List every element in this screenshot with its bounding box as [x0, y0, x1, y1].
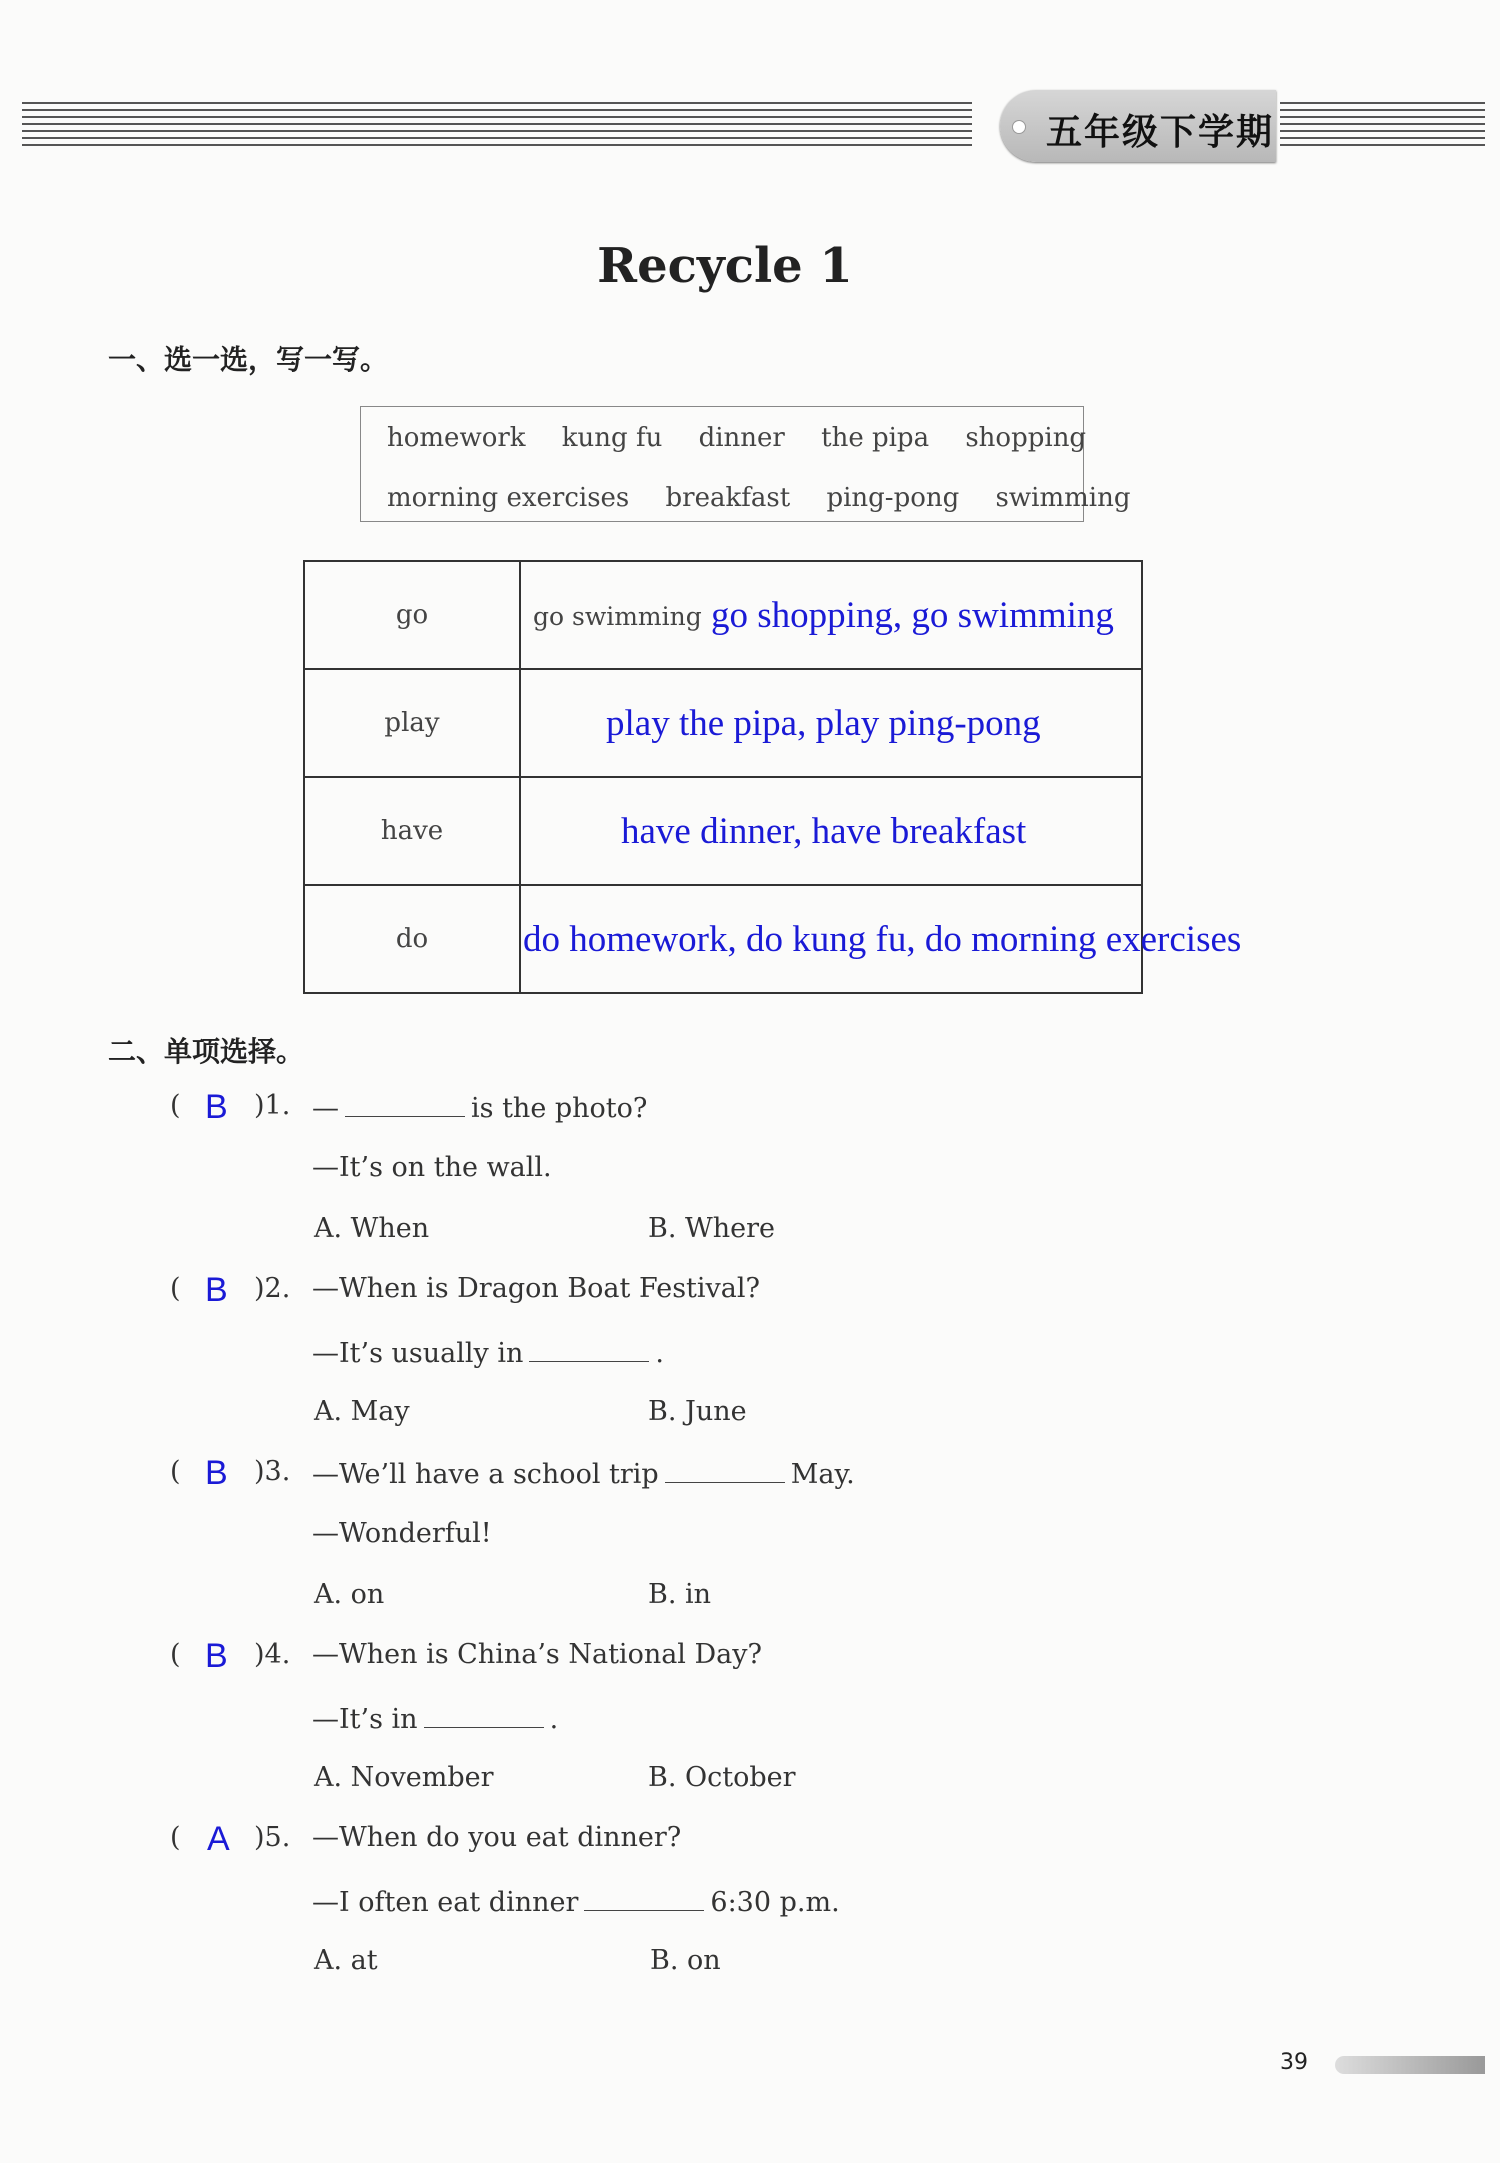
question-number: )4.	[254, 1639, 291, 1670]
word-bank-row-2	[387, 483, 1130, 513]
handwritten-answer: play the pipa, play ping-pong	[606, 703, 1041, 744]
word: the pipa	[821, 423, 930, 453]
option-b: B. in	[648, 1579, 712, 1610]
question-text: —When do you eat dinner?	[312, 1822, 682, 1853]
answer-cell	[520, 885, 1242, 993]
paren-open: (	[170, 1639, 181, 1670]
question-reply: —It’s on the wall.	[312, 1152, 552, 1183]
choice-answer: B	[205, 1454, 228, 1492]
section1-heading: 一、选一选，写一写。	[108, 343, 389, 376]
answer-blank	[529, 1335, 649, 1362]
option-b: B. on	[650, 1945, 721, 1976]
answer-blank	[584, 1884, 704, 1911]
option-a: A. May	[314, 1396, 410, 1427]
verb-cell: play	[304, 669, 520, 777]
section2-heading: 二、单项选择。	[108, 1035, 305, 1068]
verb-cell: do	[304, 885, 520, 993]
option-a: A. When	[314, 1213, 430, 1244]
question-reply: —Wonderful!	[312, 1518, 492, 1549]
question-text: —When is Dragon Boat Festival?	[312, 1273, 760, 1304]
word: shopping	[965, 423, 1087, 453]
handwritten-answer: do homework, do kung fu, do morning exercises	[523, 919, 1242, 960]
word: morning exercises	[387, 483, 630, 513]
table-row	[304, 561, 1142, 669]
page-number-bar	[1335, 2056, 1485, 2074]
word: ping-pong	[826, 483, 960, 513]
answer-cell	[520, 777, 1142, 885]
paren-open: (	[170, 1090, 181, 1121]
choice-answer: B	[205, 1088, 228, 1126]
question-number: )3.	[254, 1456, 291, 1487]
verb-cell: have	[304, 777, 520, 885]
answer-cell	[520, 561, 1142, 669]
table-row	[304, 669, 1142, 777]
page-number: 39	[1280, 2050, 1308, 2075]
paren-open: (	[170, 1456, 181, 1487]
page-title: Recycle 1	[597, 238, 853, 294]
answer-blank	[665, 1456, 785, 1483]
option-b: B. Where	[648, 1213, 776, 1244]
choice-answer: B	[205, 1271, 228, 1309]
option-b: B. October	[648, 1762, 796, 1793]
answer-blank	[345, 1090, 465, 1117]
handwritten-answer: go shopping, go swimming	[711, 595, 1114, 636]
handwritten-answer: have dinner, have breakfast	[621, 811, 1027, 852]
word: swimming	[995, 483, 1131, 513]
header-stripes-left	[22, 102, 972, 148]
question-text: — is the photo?	[312, 1090, 647, 1124]
answer-blank	[424, 1701, 544, 1728]
example-text: go swimming	[533, 602, 702, 631]
word: dinner	[698, 423, 785, 453]
question-text: —We’ll have a school trip May.	[312, 1456, 855, 1490]
word-bank-row-1	[387, 423, 1114, 453]
grade-badge-text: 五年级下学期	[1046, 112, 1275, 153]
word-bank	[360, 406, 1131, 522]
answer-cell	[520, 669, 1142, 777]
question-reply: —It’s in .	[312, 1701, 558, 1735]
option-a: A. on	[314, 1579, 385, 1610]
word: kung fu	[561, 423, 663, 453]
grade-badge	[1000, 90, 1276, 162]
paren-open: (	[170, 1822, 181, 1853]
table-row	[304, 777, 1142, 885]
question-text: —When is China’s National Day?	[312, 1639, 762, 1670]
badge-dot	[1012, 120, 1026, 134]
question-number: )2.	[254, 1273, 291, 1304]
paren-open: (	[170, 1273, 181, 1304]
header-stripes-right	[1280, 102, 1485, 148]
choice-answer: B	[205, 1637, 228, 1675]
verb-phrase-table	[303, 560, 1242, 994]
option-a: A. at	[314, 1945, 378, 1976]
word: homework	[387, 423, 526, 453]
question-reply: —It’s usually in .	[312, 1335, 664, 1369]
option-a: A. November	[314, 1762, 494, 1793]
question-number: )5.	[254, 1822, 291, 1853]
choice-answer: A	[207, 1820, 230, 1858]
word: breakfast	[665, 483, 791, 513]
question-number: )1.	[254, 1090, 291, 1121]
table-row	[304, 885, 1142, 993]
question-reply: —I often eat dinner 6:30 p.m.	[312, 1884, 840, 1918]
option-b: B. June	[648, 1396, 747, 1427]
verb-cell: go	[304, 561, 520, 669]
